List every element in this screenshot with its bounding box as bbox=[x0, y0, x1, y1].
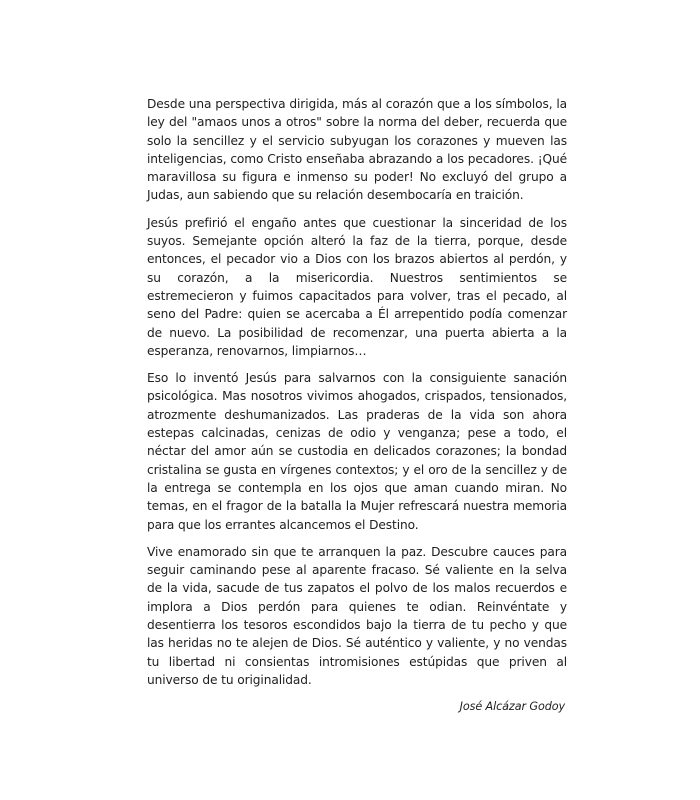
paragraph-2: Jesús prefirió el engaño antes que cuestionar la sinceridad de los suyos. Semejante opción alteró la faz de la tierra, porque, desde entonces, el pecador vio a Dios con los brazos abiertos al perdón, y su corazón, a la misericordia. Nuestros sentimientos se estremecieron y fuimos capacitados para volver, tras el pecado, al seno del Padre: quien se acercaba a Él arrepentido podía comenzar de nuevo. La posibilidad de recomenzar, una puerta abierta a la esperanza, renovarnos, limpiarnos… bbox=[147, 215, 567, 358]
paragraph-4: Vive enamorado sin que te arranquen la paz. Descubre cauces para seguir caminando pese al aparente fracaso. Sé valiente en la selva de la vida, sacude de tus zapatos el polvo de los malos recuerdos e implora a Dios perdón para quienes te odian. Reinvéntate y desentierra los tesoros escondidos bajo la tierra de tu pecho y que las heridas no te alejen de Dios. Sé auténtico y valiente, y no vendas tu libertad ni consientas intromisiones estúpidas que priven al universo de tu originalidad. bbox=[147, 544, 567, 687]
author-signature: José Alcázar Godoy bbox=[459, 700, 565, 714]
paragraph-1: Desde una perspectiva dirigida, más al corazón que a los símbolos, la ley del "amaos unos a otros" sobre la norma del deber, recuerda que solo la sencillez y el servicio subyugan los corazones y mueven las inteligencias, como Cristo enseñaba abrazando a los pecadores. ¡Qué maravillosa su figura e inmenso su poder! No excluyó del grupo a Judas, aun sabiendo que su relación desembocaría en traición. bbox=[147, 97, 567, 203]
document-page bbox=[147, 95, 567, 717]
paragraph-3: Eso lo inventó Jesús para salvarnos con la consiguiente sanación psicológica. Mas nosotros vivimos ahogados, crispados, tensionados, atrozmente deshumanizados. Las praderas de la vida son ahora estepas calcinadas, cenizas de odio y venganza; pese a todo, el néctar del amor aún se custodia en delicados corazones; la bondad cristalina se gusta en vírgenes contextos; y el oro de la sencillez y de la entrega se contempla en los ojos que aman cuando miran. No temas, en el fragor de la batalla la Mujer refrescará nuestra memoria para que los errantes alcancemos el Destino. bbox=[147, 371, 567, 532]
